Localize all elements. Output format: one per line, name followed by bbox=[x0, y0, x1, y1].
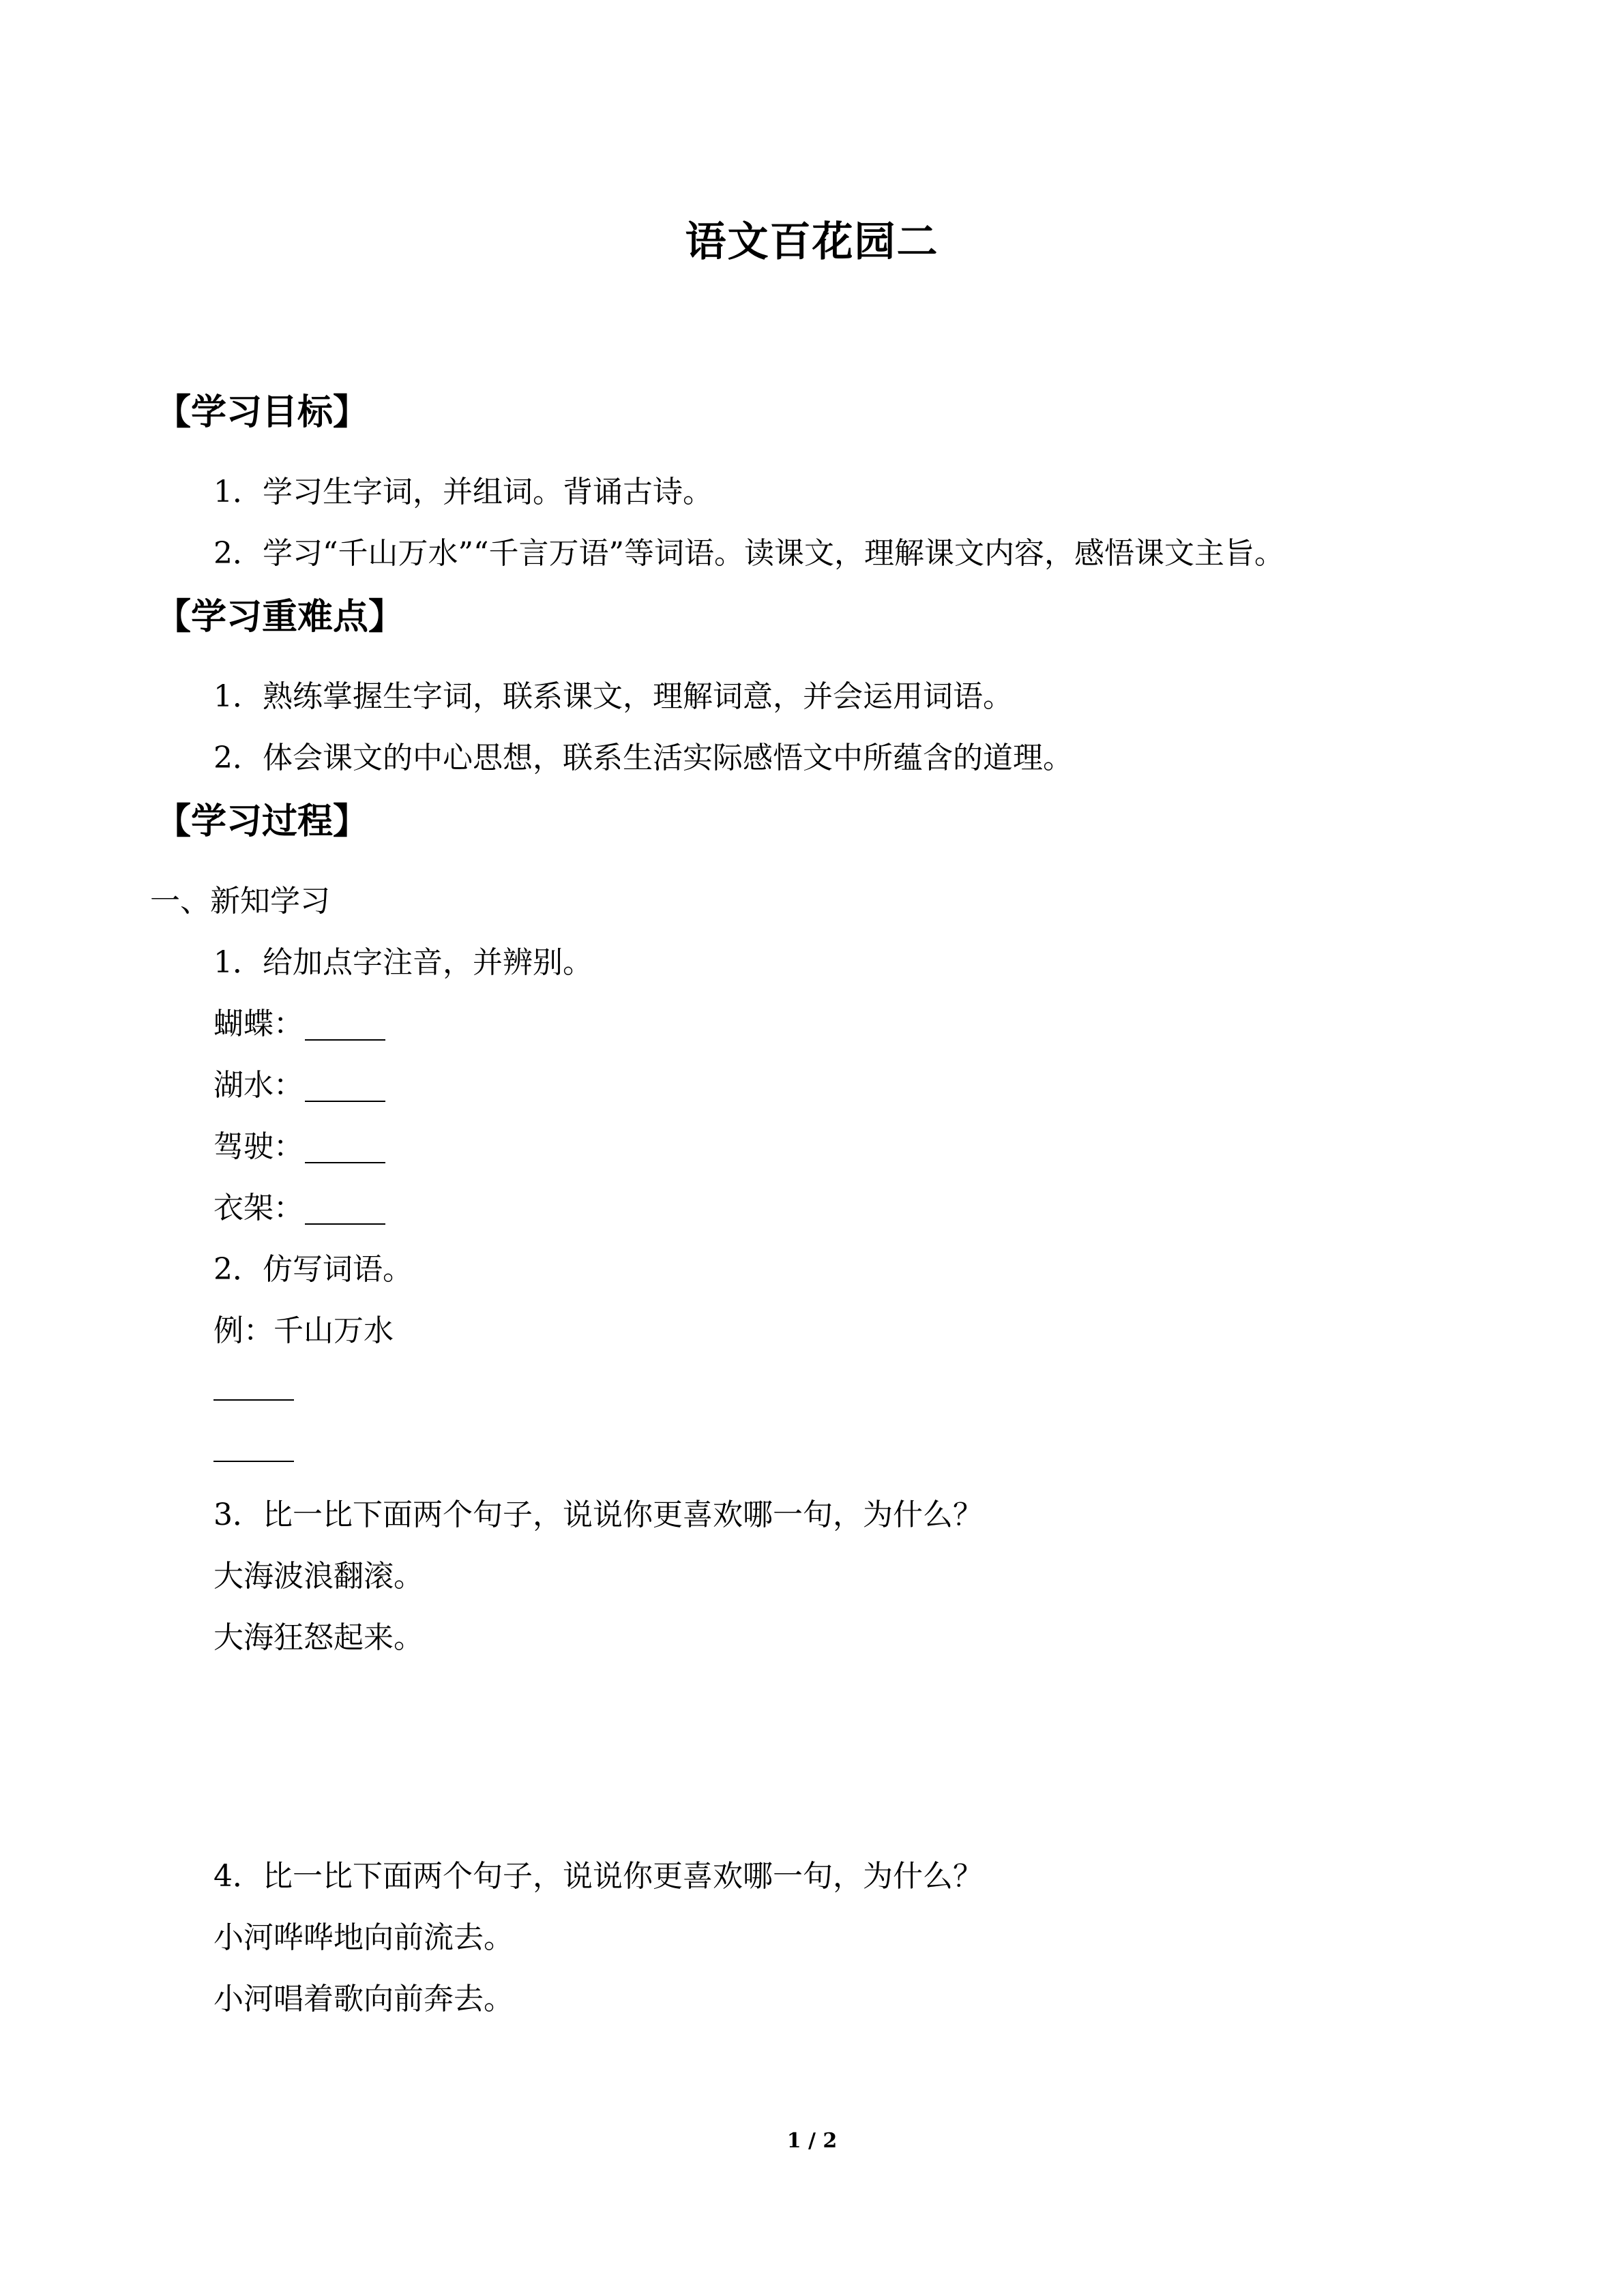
key-point-item-2: 2．体会课文的中心思想，联系生活实际感悟文中所蕴含的道理。 bbox=[213, 741, 1073, 775]
question-3-prompt: 3．比一比下面两个句子，说说你更喜欢哪一句，为什么？ bbox=[213, 1497, 983, 1532]
q1-word-row bbox=[213, 1065, 385, 1106]
q1-word-row bbox=[213, 1127, 385, 1167]
answer-blank[interactable] bbox=[305, 1101, 385, 1102]
question-1-prompt: 1．给加点字注音，并辨别。 bbox=[213, 945, 593, 980]
q1-word: 蝴蝶： bbox=[213, 1007, 304, 1041]
question-4-sentence-2: 小河唱着歌向前奔去。 bbox=[213, 1982, 514, 2016]
answer-blank[interactable] bbox=[305, 1039, 385, 1041]
question-4-sentence-1: 小河哗哗地向前流去。 bbox=[213, 1920, 514, 1955]
question-3-sentence-2: 大海狂怒起来。 bbox=[213, 1620, 424, 1655]
answer-blank[interactable] bbox=[213, 1461, 294, 1462]
part-new-knowledge: 一、新知学习 bbox=[150, 884, 330, 919]
page-title: 语文百花园二 bbox=[685, 218, 939, 266]
q1-word-row bbox=[213, 1004, 385, 1045]
question-2-example: 例：千山万水 bbox=[213, 1313, 394, 1348]
heading-learning-process: 【学习过程】 bbox=[156, 801, 369, 842]
heading-learning-goals: 【学习目标】 bbox=[156, 391, 369, 433]
q1-word: 驾驶： bbox=[213, 1129, 304, 1164]
answer-blank[interactable] bbox=[305, 1162, 385, 1163]
heading-key-points: 【学习重难点】 bbox=[156, 596, 404, 638]
answer-blank[interactable] bbox=[305, 1223, 385, 1225]
answer-blank[interactable] bbox=[213, 1399, 294, 1401]
goal-item-1: 1．学习生字词，并组词。背诵古诗。 bbox=[213, 475, 713, 509]
question-4-prompt: 4．比一比下面两个句子，说说你更喜欢哪一句，为什么？ bbox=[213, 1859, 983, 1894]
page-number: 1 / 2 bbox=[786, 2129, 838, 2153]
question-3-sentence-1: 大海波浪翻滚。 bbox=[213, 1559, 424, 1594]
question-2-prompt: 2．仿写词语。 bbox=[213, 1252, 413, 1287]
q1-word: 湖水： bbox=[213, 1068, 304, 1103]
goal-item-2: 2．学习“千山万水”“千言万语”等词语。读课文，理解课文内容，感悟课文主旨。 bbox=[213, 536, 1284, 571]
key-point-item-1: 1．熟练掌握生字词，联系课文，理解词意，并会运用词语。 bbox=[213, 679, 1013, 714]
q1-word: 衣架： bbox=[213, 1191, 304, 1225]
q1-word-row bbox=[213, 1188, 385, 1229]
